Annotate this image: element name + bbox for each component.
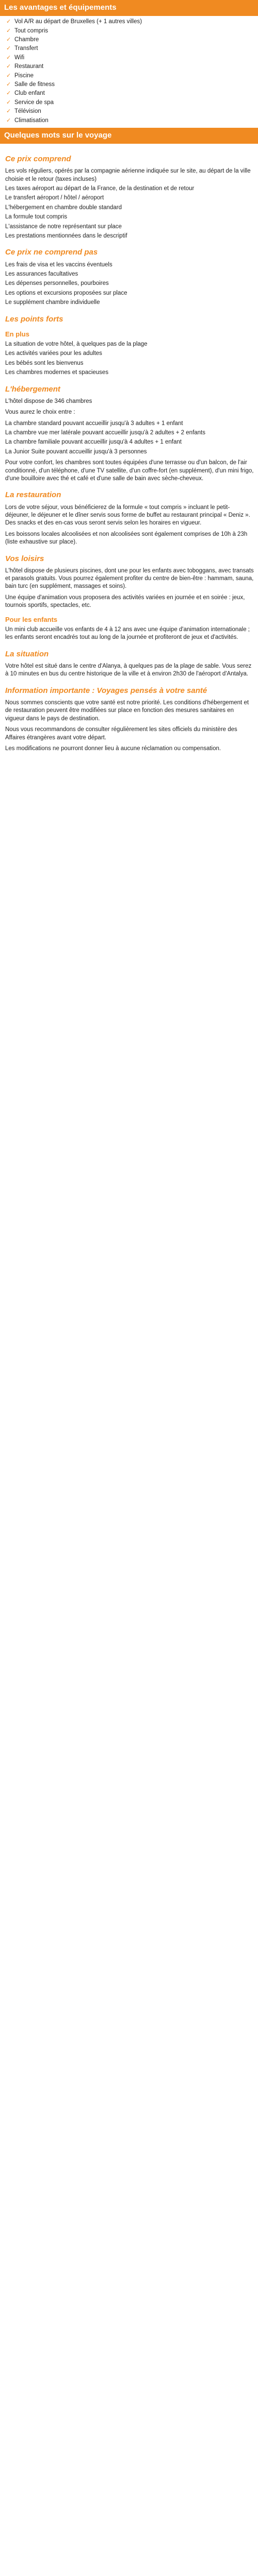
advantage-item: ✓ Télévision bbox=[6, 108, 254, 115]
price-excludes-list bbox=[5, 261, 254, 307]
content bbox=[0, 144, 258, 753]
list-item: La Junior Suite pouvant accueillir jusqu'à 3 personnes bbox=[5, 448, 147, 455]
bullet-icon: ✓ bbox=[6, 19, 11, 25]
advantage-item: ✓ Vol A/R au départ de Bruxelles (+ 1 autres villes) bbox=[6, 18, 254, 26]
advantage-item: ✓ Service de spa bbox=[6, 99, 254, 107]
room-types-list bbox=[5, 420, 254, 456]
list-item: La situation de votre hôtel, à quelques pas de la plage bbox=[5, 341, 148, 348]
list-item: Le transfert aéroport / hôtel / aéroport bbox=[5, 195, 104, 201]
leisure-text-2: Une équipe d'animation vous proposera des activités variées en journée et en soirée : jeux, tournois sportifs, spectacles, etc. bbox=[5, 594, 245, 609]
location-heading: La situation bbox=[5, 649, 49, 658]
bullet-icon: ✓ bbox=[6, 99, 11, 106]
list-item: Le supplément chambre individuelle bbox=[5, 299, 100, 306]
list-item: Les dépenses personnelles, pourboires bbox=[5, 280, 109, 287]
bullet-icon: ✓ bbox=[6, 90, 11, 97]
leisure-heading: Vos loisirs bbox=[5, 554, 44, 563]
list-item: La chambre vue mer latérale pouvant accueillir jusqu'à 2 adultes + 2 enfants bbox=[5, 429, 205, 436]
advantage-item: ✓ Chambre bbox=[6, 36, 254, 44]
list-item: Les vols réguliers, opérés par la compagnie aérienne indiquée sur le site, au départ de la ville choisie et le retour (taxes incluses) bbox=[5, 168, 251, 182]
bullet-icon: ✓ bbox=[6, 81, 11, 88]
leisure-text: L'hôtel dispose de plusieurs piscines, dont une pour les enfants avec toboggans, avec transats et parasols gratuits. Vous pourrez également profiter du centre de bien-être : hammam, sauna, bain turc (en supplément, massages et soins). bbox=[5, 567, 254, 590]
list-item: Les taxes aéroport au départ de la France, de la destination et de retour bbox=[5, 185, 195, 192]
advantage-item: ✓ Piscine bbox=[6, 72, 254, 80]
restaurant-drinks: Les boissons locales alcoolisées et non alcoolisées sont également comprises de 10h à 23h (liste exhaustive sur place). bbox=[5, 531, 248, 546]
list-item: Les activités variées pour les adultes bbox=[5, 350, 102, 357]
bullet-icon: ✓ bbox=[6, 36, 11, 43]
advantage-item: ✓ Transfert bbox=[6, 45, 254, 53]
bullet-icon: ✓ bbox=[6, 27, 11, 34]
hotel-sub: Vous aurez le choix entre : bbox=[5, 409, 75, 416]
advantage-item: ✓ Salle de fitness bbox=[6, 81, 254, 89]
list-item: Les frais de visa et les vaccins éventuels bbox=[5, 261, 112, 268]
list-item: Les bébés sont les bienvenus bbox=[5, 360, 84, 366]
bullet-icon: ✓ bbox=[6, 117, 11, 124]
advantage-item: ✓ Club enfant bbox=[6, 90, 254, 97]
price-includes-list bbox=[5, 167, 254, 240]
strong-points-list bbox=[5, 341, 254, 377]
advantage-item: ✓ Restaurant bbox=[6, 63, 254, 71]
kids-heading: Pour les enfants bbox=[5, 615, 58, 623]
strong-points-heading: Les points forts bbox=[5, 314, 63, 324]
bullet-icon: ✓ bbox=[6, 108, 11, 115]
list-item: La chambre familiale pouvant accueillir jusqu'à 4 adultes + 1 enfant bbox=[5, 439, 182, 446]
location-text: Votre hôtel est situé dans le centre d'Alanya, à quelques pas de la plage de sable. Vous serez à 10 minutes en bus du centre historique de la ville et à environ 2h30 de l'aéroport d'Antalya. bbox=[5, 663, 252, 677]
bullet-icon: ✓ bbox=[6, 45, 11, 52]
restaurant-heading: La restauration bbox=[5, 490, 61, 500]
list-item: La chambre standard pouvant accueillir jusqu'à 3 adultes + 1 enfant bbox=[5, 420, 183, 427]
trip-heading: Quelques mots sur le voyage bbox=[0, 128, 258, 144]
strong-points-label: En plus bbox=[5, 330, 29, 338]
list-item: Les chambres modernes et spacieuses bbox=[5, 369, 109, 376]
important-info-heading: Information importante : Voyages pensés à votre santé bbox=[5, 686, 207, 695]
advantage-item: ✓ Tout compris bbox=[6, 27, 254, 35]
advantage-item: ✓ Climatisation bbox=[6, 117, 254, 125]
hotel-intro: L'hôtel dispose de 346 chambres bbox=[5, 398, 92, 404]
accommodation-heading: L'hébergement bbox=[5, 384, 60, 394]
list-item: L'assistance de notre représentant sur place bbox=[5, 223, 122, 230]
list-item: La formule tout compris bbox=[5, 214, 68, 221]
list-item: Les prestations mentionnées dans le descriptif bbox=[5, 233, 127, 239]
bullet-icon: ✓ bbox=[6, 54, 11, 61]
list-item: L'hébergement en chambre double standard bbox=[5, 204, 122, 211]
restaurant-text: Lors de votre séjour, vous bénéficierez de la formule « tout compris » incluant le petit-déjeuner, le déjeuner et le dîner servis sous forme de buffet au restaurant principal « Deniz ». Des snacks et des en-cas vous seront servis selon les horaires en vigueur. bbox=[5, 504, 250, 527]
advantage-item: ✓ Wifi bbox=[6, 54, 254, 62]
price-includes-heading: Ce prix comprend bbox=[5, 155, 71, 164]
price-excludes-heading: Ce prix ne comprend pas bbox=[5, 248, 98, 257]
list-item: Les options et excursions proposées sur place bbox=[5, 290, 127, 296]
info-text: Nous sommes conscients que votre santé est notre priorité. Les conditions d'hébergement et de restauration peuvent être modifiées sur place en fonction des mesures sanitaires en vigueur dans le pays de destination. bbox=[5, 699, 249, 722]
info-text-2: Nous vous recommandons de consulter régulièrement les sites officiels du ministère des Affaires étrangères avant votre départ. bbox=[5, 726, 237, 741]
advantages-heading: Les avantages et équipements bbox=[0, 0, 258, 16]
info-text-3: Les modifications ne pourront donner lieu à aucune réclamation ou compensation. bbox=[5, 745, 221, 752]
bullet-icon: ✓ bbox=[6, 72, 11, 79]
list-item: Les assurances facultatives bbox=[5, 270, 78, 277]
hotel-text: Pour votre confort, les chambres sont toutes équipées d'une terrasse ou d'un balcon, de l'air conditionné, d'un téléphone, d'une TV satellite, d'un coffre-fort (en supplément), d'un mini frigo, d'une bouilloire avec thé et café et d'une salle de bain avec sèche-cheveux. bbox=[5, 460, 254, 482]
kids-text: Un mini club accueille vos enfants de 4 à 12 ans avec une équipe d'animation internationale ; les enfants seront encadrés tout au long de la journée et profiteront de jeux et d'activités. bbox=[5, 626, 250, 641]
bullet-icon: ✓ bbox=[6, 63, 11, 70]
advantages-list bbox=[0, 18, 258, 125]
